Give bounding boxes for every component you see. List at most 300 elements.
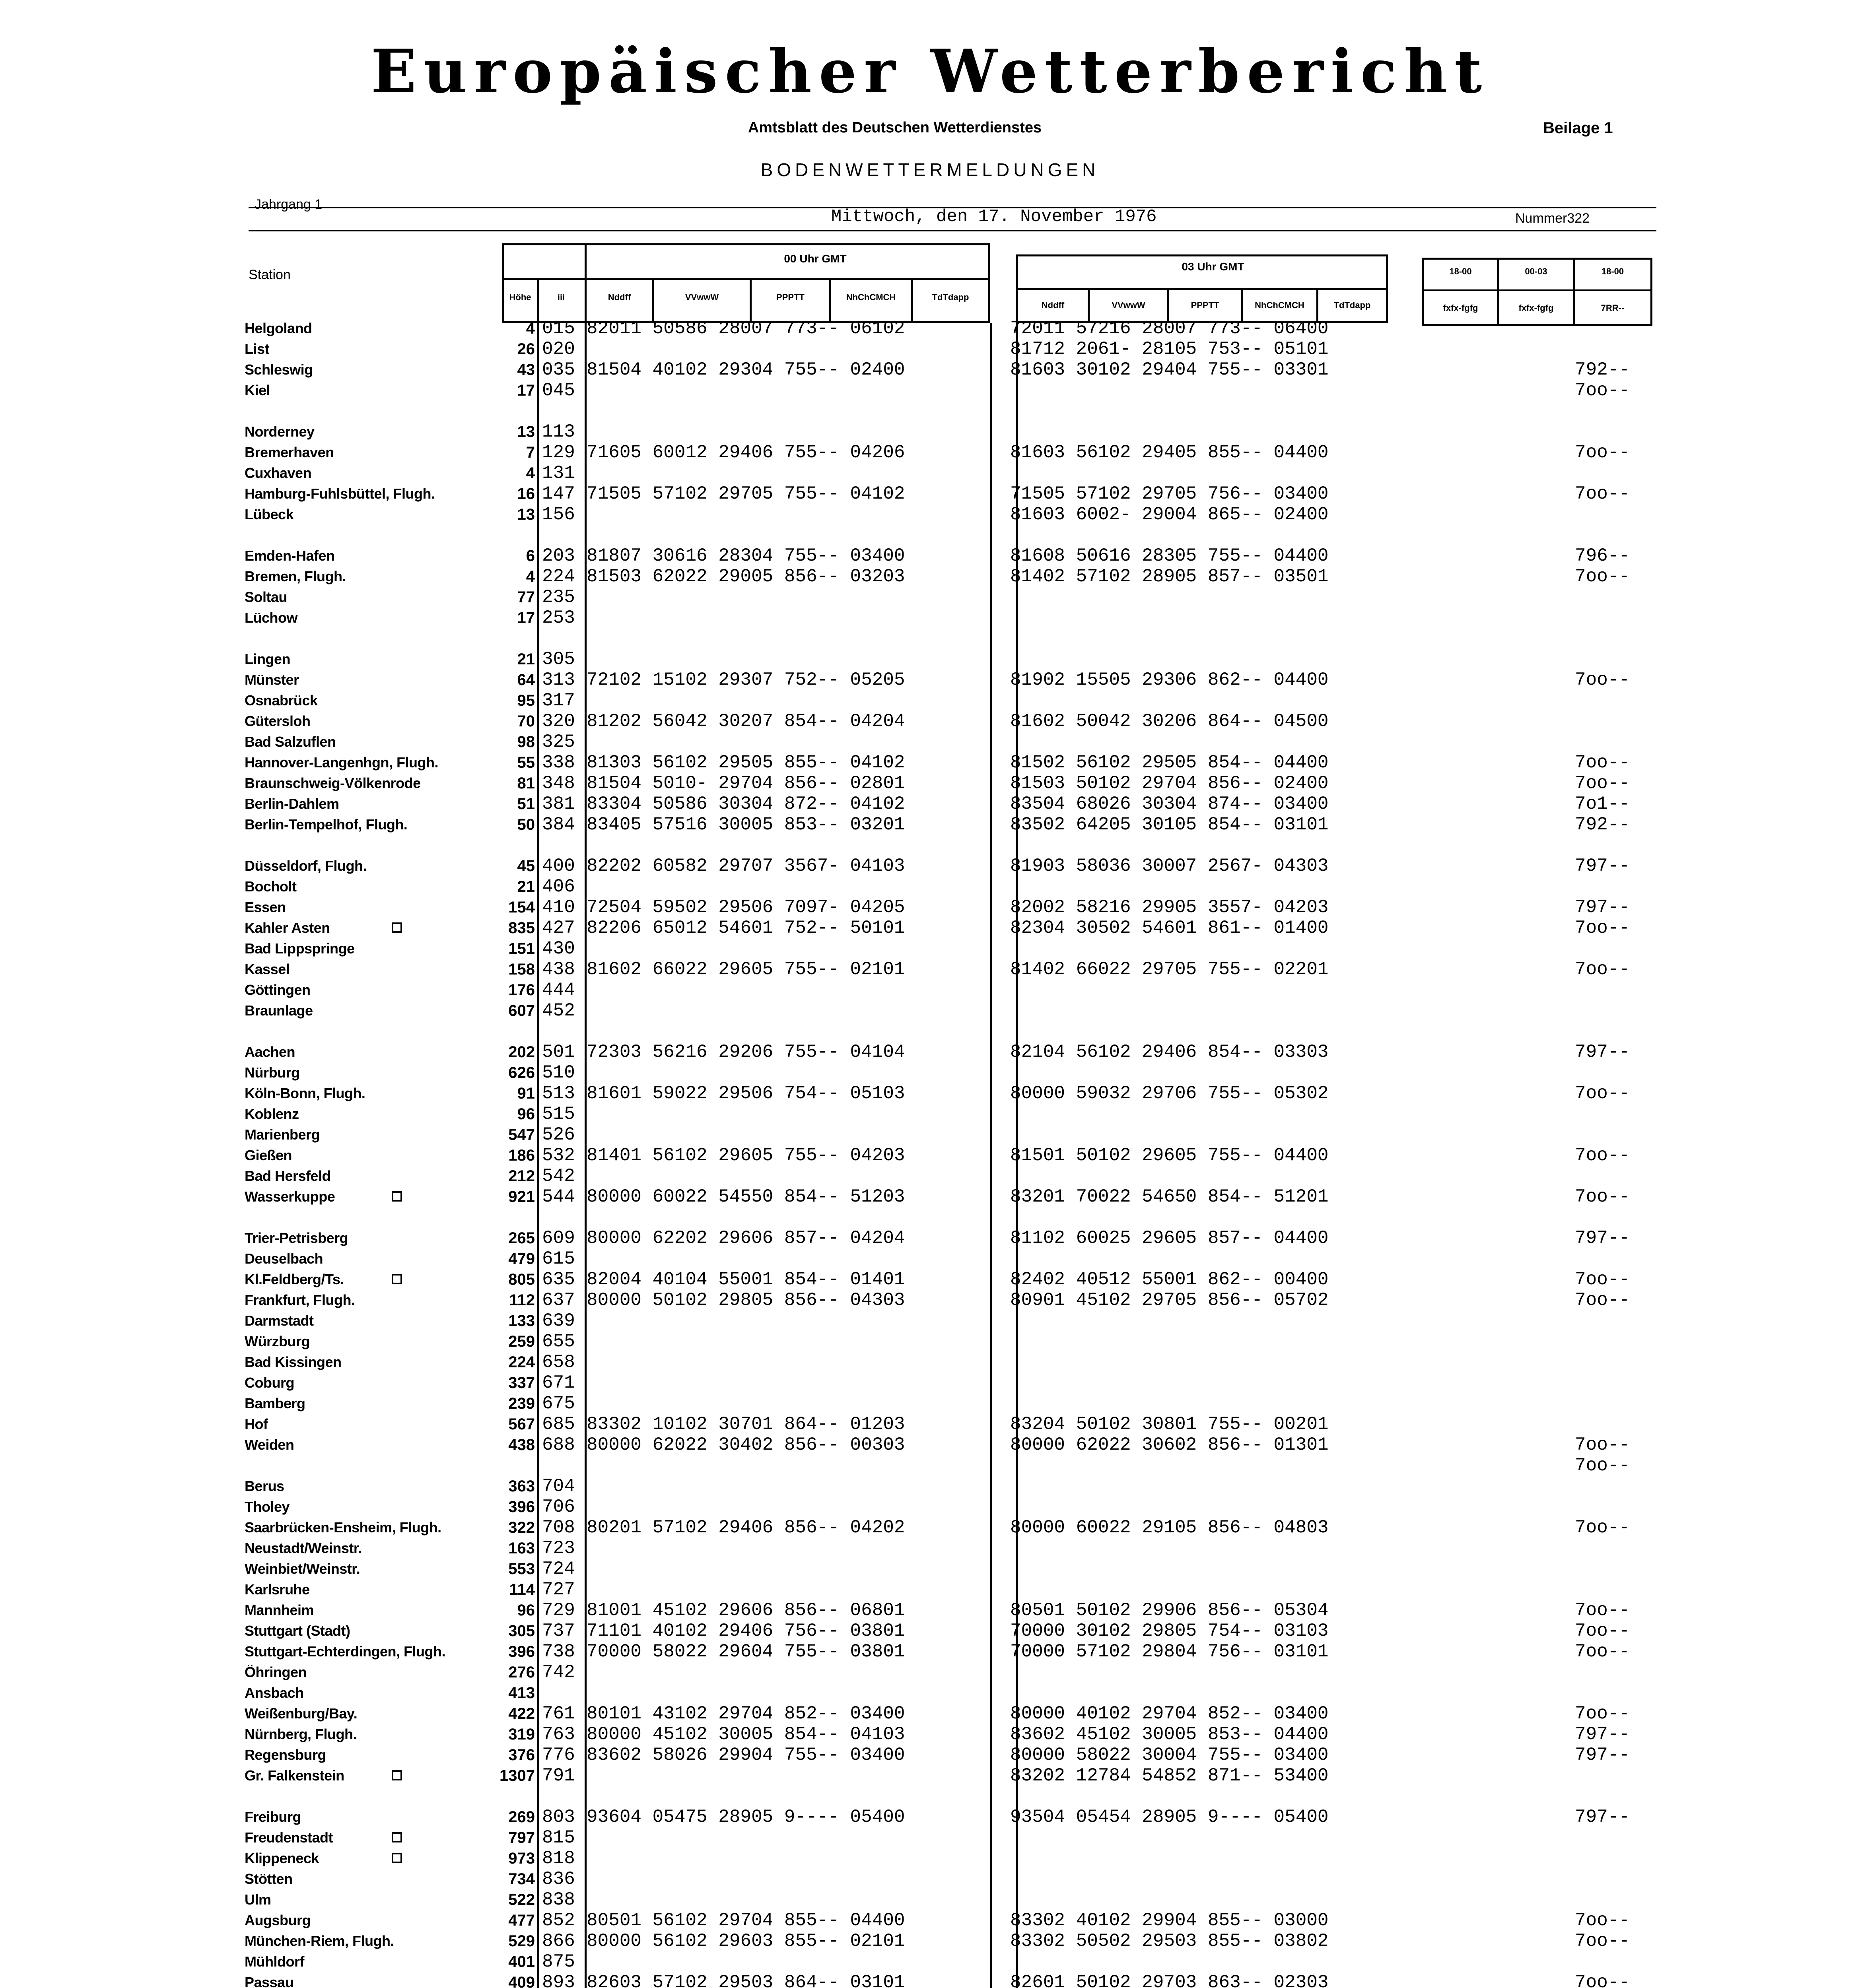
station-id: 444 bbox=[542, 980, 575, 1000]
col-header: PPPTT bbox=[776, 292, 805, 302]
precip-group: 7oo-- bbox=[1575, 1641, 1630, 1662]
page-title: Europäischer Wetterbericht bbox=[371, 37, 1489, 107]
station-name: Stuttgart-Echterdingen, Flugh. bbox=[245, 1643, 445, 1660]
table-row bbox=[0, 1166, 1860, 1186]
station-id: 893 bbox=[542, 1972, 575, 1988]
table-row bbox=[0, 1042, 1860, 1062]
station-id: 113 bbox=[542, 421, 575, 442]
precip-group: 7oo-- bbox=[1575, 566, 1630, 587]
station-id: 203 bbox=[542, 546, 575, 566]
station-id: 452 bbox=[542, 1000, 575, 1021]
table-row bbox=[0, 670, 1860, 690]
station-id: 253 bbox=[542, 608, 575, 628]
station-id: 542 bbox=[542, 1166, 575, 1186]
table-row bbox=[0, 1393, 1860, 1414]
obs-00: 81602 66022 29605 755-- 02101 bbox=[587, 959, 905, 980]
station-name: Tholey bbox=[245, 1499, 290, 1515]
station-id: 147 bbox=[542, 483, 575, 504]
station-height: 4 bbox=[526, 320, 535, 337]
station-name: Ansbach bbox=[245, 1685, 304, 1701]
obs-03: 81712 2061- 28105 753-- 05101 bbox=[1010, 339, 1329, 359]
table-row bbox=[0, 1228, 1860, 1248]
station-height: 413 bbox=[508, 1684, 535, 1702]
station-height: 26 bbox=[517, 340, 535, 358]
station-symbol bbox=[392, 922, 402, 933]
table-row bbox=[0, 690, 1860, 711]
table-row bbox=[0, 1000, 1860, 1021]
obs-00: 80000 45102 30005 854-- 04103 bbox=[587, 1724, 905, 1745]
extra-header: fxfx-fgfg bbox=[1443, 303, 1478, 313]
station-id: 704 bbox=[542, 1476, 575, 1497]
station-id: 235 bbox=[542, 587, 575, 608]
subtitle: Amtsblatt des Deutschen Wetterdienstes bbox=[748, 119, 1042, 136]
station-name: Hannover-Langenhgn, Flugh. bbox=[245, 754, 438, 771]
col-header: Nddff bbox=[1041, 300, 1065, 310]
table-row bbox=[0, 1538, 1860, 1559]
station-id: 658 bbox=[542, 1352, 575, 1373]
obs-03: 82002 58216 29905 3557- 04203 bbox=[1010, 897, 1329, 918]
station-name: Köln-Bonn, Flugh. bbox=[245, 1085, 365, 1101]
station-height: 163 bbox=[508, 1540, 535, 1557]
station-height: 363 bbox=[508, 1477, 535, 1495]
station-id: 320 bbox=[542, 711, 575, 732]
station-name: Göttingen bbox=[245, 982, 311, 998]
precip-group: 797-- bbox=[1575, 1228, 1630, 1248]
table-row bbox=[0, 359, 1860, 380]
station-height: 96 bbox=[517, 1602, 535, 1619]
table-row bbox=[0, 1373, 1860, 1393]
station-height: 305 bbox=[508, 1622, 535, 1640]
table-row bbox=[0, 752, 1860, 773]
obs-00: 93604 05475 28905 9---- 05400 bbox=[587, 1807, 905, 1827]
obs-03: 81402 66022 29705 755-- 02201 bbox=[1010, 959, 1329, 980]
station-name: Nürburg bbox=[245, 1064, 300, 1081]
station-id: 706 bbox=[542, 1497, 575, 1517]
station-symbol bbox=[392, 1191, 402, 1202]
table-row bbox=[0, 1869, 1860, 1889]
station-name: Bamberg bbox=[245, 1395, 305, 1411]
obs-03: 70000 57102 29804 756-- 03101 bbox=[1010, 1641, 1329, 1662]
station-height: 21 bbox=[517, 650, 535, 668]
table-row bbox=[0, 1476, 1860, 1497]
precip-group: 7oo-- bbox=[1575, 1972, 1630, 1988]
station-id: 818 bbox=[542, 1848, 575, 1869]
station-id: 156 bbox=[542, 504, 575, 525]
table-row bbox=[0, 959, 1860, 980]
station-height: 202 bbox=[508, 1043, 535, 1061]
station-height: 376 bbox=[508, 1746, 535, 1764]
extra-header: 18-00 bbox=[1449, 266, 1472, 276]
station-name: Düsseldorf, Flugh. bbox=[245, 858, 367, 874]
station-name: Stuttgart (Stadt) bbox=[245, 1623, 350, 1639]
station-name: Lübeck bbox=[245, 506, 294, 522]
obs-03: 81902 15505 29306 862-- 04400 bbox=[1010, 670, 1329, 690]
station-name: Bad Kissingen bbox=[245, 1354, 342, 1370]
station-name: Klippeneck bbox=[245, 1850, 319, 1866]
table-row bbox=[0, 1889, 1860, 1910]
station-id: 635 bbox=[542, 1269, 575, 1290]
station-height: 17 bbox=[517, 382, 535, 399]
station-height: 422 bbox=[508, 1705, 535, 1722]
station-id: 609 bbox=[542, 1228, 575, 1248]
station-name: Gütersloh bbox=[245, 713, 311, 729]
station-name: Braunlage bbox=[245, 1002, 313, 1019]
station-id: 348 bbox=[542, 773, 575, 794]
station-height: 133 bbox=[508, 1312, 535, 1330]
station-name: Kl.Feldberg/Ts. bbox=[245, 1271, 344, 1287]
table-row bbox=[0, 711, 1860, 732]
station-name: Regensburg bbox=[245, 1747, 327, 1763]
station-name: Hof bbox=[245, 1416, 268, 1432]
beilage-label: Beilage 1 bbox=[1543, 119, 1613, 137]
station-height: 438 bbox=[508, 1436, 535, 1454]
station-name: Weinbiet/Weinstr. bbox=[245, 1561, 360, 1577]
obs-03: 81503 50102 29704 856-- 02400 bbox=[1010, 773, 1329, 794]
table-row bbox=[0, 421, 1860, 442]
table-row bbox=[0, 1579, 1860, 1600]
obs-00: 81001 45102 29606 856-- 06801 bbox=[587, 1600, 905, 1621]
obs-03: 82402 40512 55001 862-- 00400 bbox=[1010, 1269, 1329, 1290]
obs-00: 81401 56102 29605 755-- 04203 bbox=[587, 1145, 905, 1166]
station-height: 239 bbox=[508, 1395, 535, 1412]
station-id: 410 bbox=[542, 897, 575, 918]
group-03-label: 03 Uhr GMT bbox=[1182, 260, 1244, 273]
precip-group: 797-- bbox=[1575, 1745, 1630, 1765]
station-name: Berus bbox=[245, 1478, 284, 1494]
obs-00: 80501 56102 29704 855-- 04400 bbox=[587, 1910, 905, 1931]
station-name: Öhringen bbox=[245, 1664, 307, 1680]
table-row bbox=[0, 794, 1860, 814]
station-id: 836 bbox=[542, 1869, 575, 1889]
table-row bbox=[0, 1621, 1860, 1641]
table-row bbox=[0, 318, 1860, 339]
obs-00: 80000 56102 29603 855-- 02101 bbox=[587, 1931, 905, 1951]
station-id: 430 bbox=[542, 938, 575, 959]
open-square-icon bbox=[392, 1853, 402, 1863]
station-id: 400 bbox=[542, 856, 575, 876]
station-name: Aachen bbox=[245, 1044, 295, 1060]
obs-00: 81504 5010- 29704 856-- 02801 bbox=[587, 773, 905, 794]
jahrgang: Jahrgang 1 bbox=[255, 197, 323, 212]
precip-group: 797-- bbox=[1575, 856, 1630, 876]
station-height: 96 bbox=[517, 1105, 535, 1123]
station-height: 529 bbox=[508, 1932, 535, 1950]
station-id: 639 bbox=[542, 1310, 575, 1331]
table-row bbox=[0, 1910, 1860, 1931]
station-name: Saarbrücken-Ensheim, Flugh. bbox=[245, 1519, 441, 1536]
table-row bbox=[0, 1641, 1860, 1662]
station-symbol bbox=[392, 1274, 402, 1284]
extra-header: 18-00 bbox=[1601, 266, 1624, 276]
station-height: 547 bbox=[508, 1126, 535, 1143]
table-row bbox=[0, 1414, 1860, 1435]
precip-group: 7oo-- bbox=[1575, 483, 1630, 504]
station-name: Emden-Hafen bbox=[245, 547, 335, 564]
obs-03: 72011 57216 28007 773-- 06400 bbox=[1010, 318, 1329, 339]
obs-00: 80000 50102 29805 856-- 04303 bbox=[587, 1290, 905, 1310]
section-title: BODENWETTERMELDUNGEN bbox=[760, 159, 1100, 180]
station-height: 337 bbox=[508, 1374, 535, 1392]
station-height: 70 bbox=[517, 712, 535, 730]
station-name: München-Riem, Flugh. bbox=[245, 1933, 394, 1949]
precip-group: 7oo-- bbox=[1575, 1435, 1630, 1455]
station-id: 688 bbox=[542, 1435, 575, 1455]
station-name: Bad Lippspringe bbox=[245, 940, 355, 957]
station-height: 45 bbox=[517, 857, 535, 875]
station-name: Kahler Asten bbox=[245, 920, 330, 936]
station-id: 325 bbox=[542, 732, 575, 752]
station-name: Braunschweig-Völkenrode bbox=[245, 775, 421, 791]
station-height: 95 bbox=[517, 692, 535, 709]
station-id: 729 bbox=[542, 1600, 575, 1621]
station-height: 16 bbox=[517, 485, 535, 503]
station-height: 6 bbox=[526, 547, 535, 565]
obs-03: 80901 45102 29705 856-- 05702 bbox=[1010, 1290, 1329, 1310]
station-height: 55 bbox=[517, 754, 535, 771]
open-square-icon bbox=[392, 1832, 402, 1842]
precip-group: 7oo-- bbox=[1575, 959, 1630, 980]
table-row bbox=[0, 1683, 1860, 1703]
precip-group: 7oo-- bbox=[1575, 1703, 1630, 1724]
station-height: 114 bbox=[509, 1581, 535, 1598]
station-name: Osnabrück bbox=[245, 692, 318, 709]
table-row bbox=[0, 1972, 1860, 1988]
station-name: Mannheim bbox=[245, 1602, 314, 1618]
col-header: PPPTT bbox=[1191, 300, 1219, 310]
obs-03: 80000 60022 29105 856-- 04803 bbox=[1010, 1517, 1329, 1538]
table-row bbox=[0, 1290, 1860, 1310]
obs-03: 80000 62022 30602 856-- 01301 bbox=[1010, 1435, 1329, 1455]
table-row bbox=[0, 918, 1860, 938]
station-name: Soltau bbox=[245, 589, 288, 605]
obs-03: 83202 12784 54852 871-- 53400 bbox=[1010, 1765, 1329, 1786]
precip-group: 7oo-- bbox=[1575, 1910, 1630, 1931]
obs-00: 83302 10102 30701 864-- 01203 bbox=[587, 1414, 905, 1435]
station-height: 186 bbox=[508, 1147, 535, 1164]
table-row bbox=[0, 1145, 1860, 1166]
station-height: 276 bbox=[508, 1664, 535, 1681]
station-id: 708 bbox=[542, 1517, 575, 1538]
obs-00: 81504 40102 29304 755-- 02400 bbox=[587, 359, 905, 380]
station-id: 015 bbox=[542, 318, 575, 339]
precip-group: 7oo-- bbox=[1575, 1186, 1630, 1207]
open-square-icon bbox=[392, 1274, 402, 1284]
station-id: 381 bbox=[542, 794, 575, 814]
station-id: 615 bbox=[542, 1248, 575, 1269]
hoehe-header: Höhe bbox=[509, 292, 531, 302]
table-row bbox=[0, 442, 1860, 463]
station-height: 17 bbox=[517, 609, 535, 627]
obs-00: 82004 40104 55001 854-- 01401 bbox=[587, 1269, 905, 1290]
precip-group: 797-- bbox=[1575, 1724, 1630, 1745]
open-square-icon bbox=[392, 922, 402, 933]
col-header: NhChCMCH bbox=[846, 292, 896, 302]
station-height: 77 bbox=[517, 588, 535, 606]
station-name: Bad Salzuflen bbox=[245, 734, 336, 750]
station-id: 675 bbox=[542, 1393, 575, 1414]
obs-00: 83405 57516 30005 853-- 03201 bbox=[587, 814, 905, 835]
obs-00: 83602 58026 29904 755-- 03400 bbox=[587, 1745, 905, 1765]
station-height: 319 bbox=[508, 1726, 535, 1743]
station-name: Lingen bbox=[245, 651, 290, 667]
station-name: Kassel bbox=[245, 961, 290, 977]
station-id: 727 bbox=[542, 1579, 575, 1600]
station-id: 763 bbox=[542, 1724, 575, 1745]
open-square-icon bbox=[392, 1191, 402, 1202]
station-name: Coburg bbox=[245, 1375, 294, 1391]
obs-03: 83201 70022 54650 854-- 51201 bbox=[1010, 1186, 1329, 1207]
station-id: 515 bbox=[542, 1104, 575, 1124]
extra-header: 7RR-- bbox=[1601, 303, 1625, 313]
station-id: 838 bbox=[542, 1889, 575, 1910]
obs-03: 81603 6002- 29004 865-- 02400 bbox=[1010, 504, 1329, 525]
precip-group: 7oo-- bbox=[1575, 1269, 1630, 1290]
obs-00: 72102 15102 29307 752-- 05205 bbox=[587, 670, 905, 690]
station-id: 875 bbox=[542, 1951, 575, 1972]
table-row bbox=[0, 1062, 1860, 1083]
station-id: 776 bbox=[542, 1745, 575, 1765]
station-height: 401 bbox=[508, 1953, 535, 1971]
obs-03: 81603 56102 29405 855-- 04400 bbox=[1010, 442, 1329, 463]
station-height: 479 bbox=[508, 1250, 535, 1268]
station-id: 384 bbox=[542, 814, 575, 835]
station-name: Nürnberg, Flugh. bbox=[245, 1726, 357, 1742]
station-name: Berlin-Dahlem bbox=[245, 796, 339, 812]
station-height: 396 bbox=[508, 1643, 535, 1660]
station-id: 129 bbox=[542, 442, 575, 463]
station-height: 4 bbox=[526, 568, 535, 585]
obs-03: 93504 05454 28905 9---- 05400 bbox=[1010, 1807, 1329, 1827]
station-name: Würzburg bbox=[245, 1333, 310, 1349]
station-name: List bbox=[245, 341, 270, 357]
col-header: TdTdapp bbox=[932, 292, 969, 302]
station-id: 685 bbox=[542, 1414, 575, 1435]
obs-03: 81602 50042 30206 864-- 04500 bbox=[1010, 711, 1329, 732]
table-row bbox=[0, 1186, 1860, 1207]
table-row bbox=[0, 1248, 1860, 1269]
obs-03: 82601 50102 29703 863-- 02303 bbox=[1010, 1972, 1329, 1988]
station-height: 259 bbox=[508, 1333, 535, 1350]
station-name: Marienberg bbox=[245, 1126, 320, 1143]
table-row bbox=[0, 1083, 1860, 1104]
obs-03: 83502 64205 30105 854-- 03101 bbox=[1010, 814, 1329, 835]
precip-group: 7oo-- bbox=[1575, 1290, 1630, 1310]
obs-03: 82104 56102 29406 854-- 03303 bbox=[1010, 1042, 1329, 1062]
obs-03: 83302 40102 29904 855-- 03000 bbox=[1010, 1910, 1329, 1931]
obs-00: 83304 50586 30304 872-- 04102 bbox=[587, 794, 905, 814]
precip-group: 7oo-- bbox=[1575, 1083, 1630, 1104]
table-row bbox=[0, 1269, 1860, 1290]
station-id: 761 bbox=[542, 1703, 575, 1724]
table-row bbox=[0, 546, 1860, 566]
station-name: Lüchow bbox=[245, 610, 297, 626]
table-row bbox=[0, 1703, 1860, 1724]
table-row bbox=[0, 483, 1860, 504]
obs-00: 81303 56102 29505 855-- 04102 bbox=[587, 752, 905, 773]
table-row bbox=[0, 1600, 1860, 1621]
precip-group: 797-- bbox=[1575, 897, 1630, 918]
table-row bbox=[0, 1497, 1860, 1517]
precip-group: 7oo-- bbox=[1575, 1517, 1630, 1538]
station-name: Bocholt bbox=[245, 878, 297, 895]
station-id: 852 bbox=[542, 1910, 575, 1931]
table-row bbox=[0, 732, 1860, 752]
station-name: Münster bbox=[245, 672, 299, 688]
station-id: 532 bbox=[542, 1145, 575, 1166]
station-name: Freiburg bbox=[245, 1809, 301, 1825]
obs-03: 81608 50616 28305 755-- 04400 bbox=[1010, 546, 1329, 566]
table-row bbox=[0, 587, 1860, 608]
table-row bbox=[0, 608, 1860, 628]
station-id: 544 bbox=[542, 1186, 575, 1207]
precip-group: 792-- bbox=[1575, 359, 1630, 380]
station-name: Passau bbox=[245, 1974, 294, 1988]
precip-group: 7oo-- bbox=[1575, 1931, 1630, 1951]
station-id: 526 bbox=[542, 1124, 575, 1145]
station-height: 50 bbox=[517, 816, 535, 833]
obs-03: 81402 57102 28905 857-- 03501 bbox=[1010, 566, 1329, 587]
precip-group: 7oo-- bbox=[1575, 1455, 1630, 1476]
precip-group: 797-- bbox=[1575, 1042, 1630, 1062]
station-id: 313 bbox=[542, 670, 575, 690]
obs-03: 83504 68026 30304 874-- 03400 bbox=[1010, 794, 1329, 814]
table-row bbox=[0, 1559, 1860, 1579]
station-name: Weiden bbox=[245, 1437, 294, 1453]
obs-00: 70000 58022 29604 755-- 03801 bbox=[587, 1641, 905, 1662]
table-row bbox=[0, 1765, 1860, 1786]
station-name: Helgoland bbox=[245, 320, 312, 336]
station-height: 4 bbox=[526, 464, 535, 482]
station-id: 131 bbox=[542, 463, 575, 483]
station-id: 224 bbox=[542, 566, 575, 587]
table-row bbox=[0, 1827, 1860, 1848]
station-height: 477 bbox=[508, 1912, 535, 1929]
precip-group: 7oo-- bbox=[1575, 380, 1630, 401]
station-height: 7 bbox=[526, 444, 535, 461]
table-row bbox=[0, 566, 1860, 587]
precip-group: 7oo-- bbox=[1575, 773, 1630, 794]
station-height: 409 bbox=[508, 1974, 535, 1988]
table-row bbox=[0, 1310, 1860, 1331]
station-height: 224 bbox=[508, 1353, 535, 1371]
station-id: 020 bbox=[542, 339, 575, 359]
station-height: 921 bbox=[508, 1188, 535, 1206]
station-name: Gießen bbox=[245, 1147, 292, 1163]
table-row bbox=[0, 773, 1860, 794]
station-id: 406 bbox=[542, 876, 575, 897]
station-name: Cuxhaven bbox=[245, 465, 312, 481]
obs-03: 81102 60025 29605 857-- 04400 bbox=[1010, 1228, 1329, 1248]
station-id: 866 bbox=[542, 1931, 575, 1951]
col-header: TdTdapp bbox=[1333, 300, 1371, 310]
obs-03: 80000 59032 29706 755-- 05302 bbox=[1010, 1083, 1329, 1104]
station-height: 21 bbox=[517, 878, 535, 895]
precip-group: 7oo-- bbox=[1575, 752, 1630, 773]
obs-00: 80000 62022 30402 856-- 00303 bbox=[587, 1435, 905, 1455]
station-name: Wasserkuppe bbox=[245, 1188, 335, 1205]
col-header: VVwwW bbox=[1112, 300, 1145, 310]
station-id: 738 bbox=[542, 1641, 575, 1662]
station-id: 305 bbox=[542, 649, 575, 670]
station-name: Ulm bbox=[245, 1891, 271, 1908]
station-height: 212 bbox=[508, 1167, 535, 1185]
station-header: Station bbox=[249, 267, 291, 282]
obs-00: 72303 56216 29206 755-- 04104 bbox=[587, 1042, 905, 1062]
station-name: Bremen, Flugh. bbox=[245, 568, 346, 584]
station-height: 396 bbox=[508, 1498, 535, 1516]
obs-00: 80201 57102 29406 856-- 04202 bbox=[587, 1517, 905, 1538]
obs-00: 82603 57102 29503 864-- 03101 bbox=[587, 1972, 905, 1988]
